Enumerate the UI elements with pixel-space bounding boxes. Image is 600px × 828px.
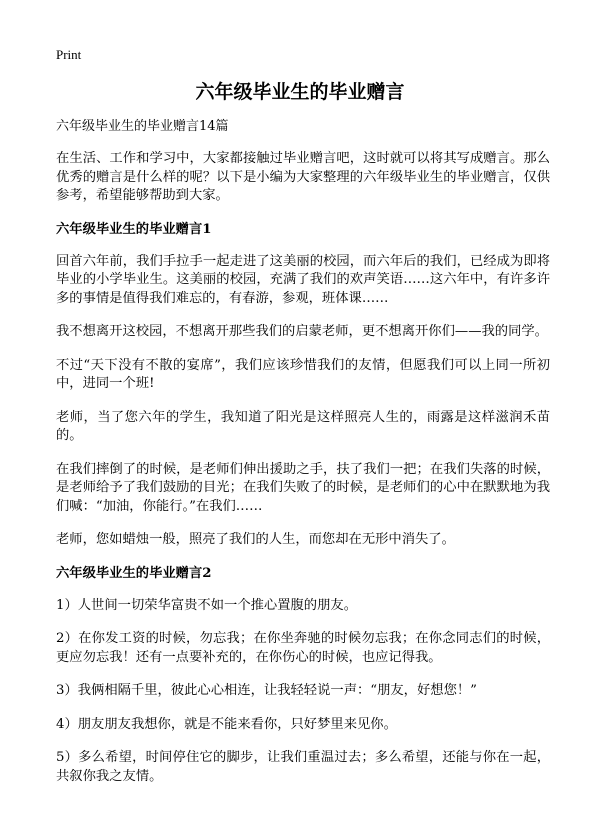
list-item: 5）多么希望，时间停住它的脚步，让我们重温过去；多么希望，还能与你在一起，共叙你我之友情。: [56, 750, 550, 784]
intro-paragraph: 在生活、工作和学习中，大家都接触过毕业赠言吧，这时就可以将其写成赠言。那么优秀的赠言是什么样的呢？以下是小编为大家整理的六年级毕业生的毕业赠言，仅供参考，希望能够帮助到大家。: [56, 151, 550, 203]
paragraph: 老师，您如蜡烛一般，照亮了我们的人生，而您却在无形中消失了。: [56, 532, 455, 547]
paragraph: 回首六年前，我们手拉手一起走进了这美丽的校园，而六年后的我们，已经成为即将毕业的小学毕业生。这美丽的校园，充满了我们的欢声笑语……这六年中，有许多许多的事情是值得我们难忘的，有春游，参观，班体课……: [56, 253, 550, 306]
paragraph: 老师，当了您六年的学生，我知道了阳光是这样照亮人生的，雨露是这样滋润禾苗的。: [56, 409, 550, 443]
document-title: 六年级毕业生的毕业赠言: [195, 81, 405, 103]
list-item: 3）我俩相隔千里，彼此心心相连，让我轻轻说一声：“朋友，好想您！”: [56, 683, 477, 698]
list-item: 2）在你发工资的时候，勿忘我；在你坐奔驰的时候勿忘我；在你念同志们的时候，更应勿忘我！还有一点要补充的，在你伤心的时候，也应记得我。: [56, 631, 550, 665]
print-link[interactable]: Print: [56, 47, 82, 62]
section-heading-1: 六年级毕业生的毕业赠言1: [56, 221, 212, 237]
document-body: [56, 118, 550, 801]
paragraph: 在我们摔倒了的时候，是老师们伸出援助之手，扶了我们一把；在我们失落的时候，是老师给予了我们鼓励的目光；在我们失败了的时候，是老师们的心中在默默地为我们喊：“加油，你能行。”在我们……: [56, 461, 550, 514]
list-item: 1）人世间一切荣华富贵不如一个推心置腹的朋友。: [56, 597, 357, 613]
section-heading-2: 六年级毕业生的毕业赠言2: [56, 565, 212, 581]
paragraph: 我不想离开这校园，不想离开那些我们的启蒙老师，更不想离开你们——我的同学。: [56, 324, 548, 339]
document-subtitle: 六年级毕业生的毕业赠言14篇: [56, 119, 229, 134]
paragraph: 不过“天下没有不散的宴席”，我们应该珍惜我们的友情，但愿我们可以上同一所初中，进同一个班!: [56, 357, 550, 391]
list-item: 4）朋友朋友我想你，就是不能来看你，只好梦里来见你。: [56, 716, 397, 732]
